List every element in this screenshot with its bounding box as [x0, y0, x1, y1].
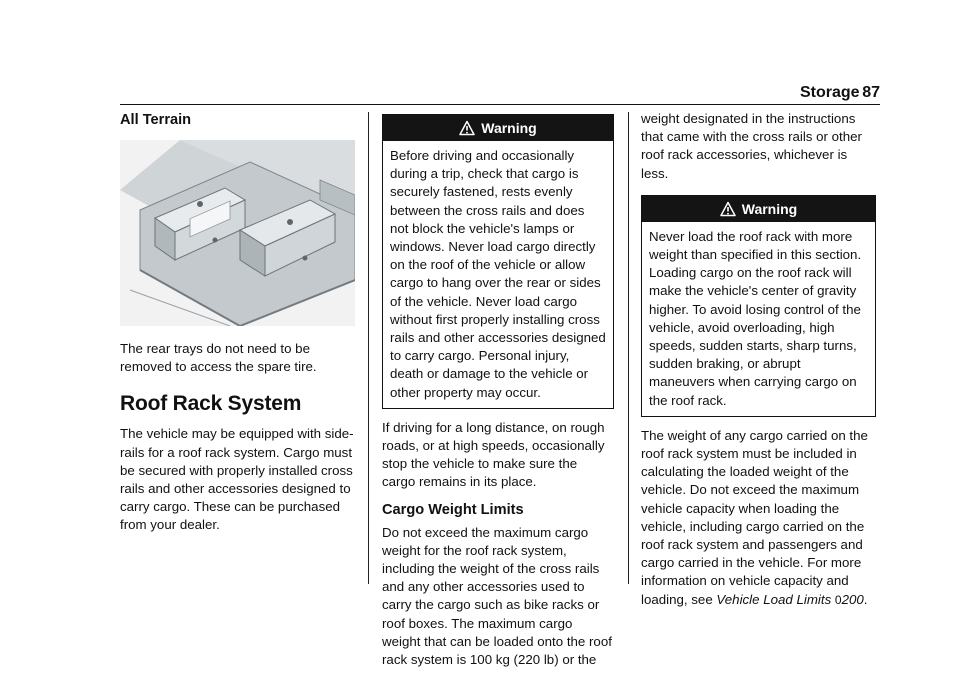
warning-box-2 — [641, 195, 876, 417]
column-3 — [641, 110, 876, 609]
link-page-200[interactable]: 200 — [841, 591, 864, 607]
page-header — [800, 84, 880, 104]
heading-roof-rack-system: Roof Rack System — [120, 392, 302, 416]
page-reference-icon: 0 — [834, 592, 842, 607]
warning-box-1 — [382, 114, 614, 409]
paragraph-continued: weight designated in the instructions that came with the cross rails or other roof rack accessories, whichever is less. — [641, 111, 862, 181]
paragraph-cargo-weight-inclusion — [641, 427, 876, 609]
column-divider-2 — [628, 112, 629, 584]
sentence-period: . — [863, 591, 868, 607]
warning-header-2 — [642, 196, 875, 222]
column-1 — [120, 110, 355, 535]
heading-cargo-weight-limits: Cargo Weight Limits — [382, 501, 524, 518]
link-vehicle-load-limits[interactable]: Vehicle Load Limits — [716, 591, 832, 607]
rear-trays-illustration — [120, 140, 355, 326]
column-divider-1 — [368, 112, 369, 584]
header-rule — [120, 104, 880, 105]
warning-triangle-icon — [720, 201, 736, 217]
paragraph-weight-text: The weight of any cargo carried on the roof rack system must be included in calculating the loaded weight of the vehicle. Do not exceed the maximum vehicle capacity when loading the vehicle, including cargo carried on the roof rack system and passengers and cargo carried in the vehicle. For more information on vehicle capacity and loading, see — [641, 427, 868, 607]
warning-header-1 — [383, 115, 613, 141]
warning-label-1: Warning — [481, 120, 537, 136]
column-2 — [382, 110, 614, 669]
running-header-section: Storage — [800, 84, 860, 101]
page-number: 87 — [862, 84, 880, 101]
paragraph-roof-rack: The vehicle may be equipped with side-rails for a roof rack system. Cargo must be secured with properly installed cross rails and other accessories designed to carry cargo. These can be purchased from your dealer. — [120, 426, 354, 533]
warning-triangle-icon — [459, 120, 475, 136]
heading-all-terrain: All Terrain — [120, 112, 192, 128]
paragraph-cargo-weight-limits: Do not exceed the maximum cargo weight for the roof rack system, including the weight of the cross rails and any other accessories used to carry the cargo such as bike racks or roof boxes. The maximum cargo weight that can be loaded onto the roof rack system is 100 kg (220 lb) or the — [382, 524, 612, 668]
paragraph-rear-trays: The rear trays do not need to be removed to access the spare tire. — [120, 341, 317, 375]
warning-label-2: Warning — [741, 200, 798, 217]
warning-text-1: Before driving and occasionally during a trip, check that cargo is securely fastened, rests evenly between the cross rails and does not block the vehicle's lamps or windows. Never load cargo directly on the roof of the vehicle or allow cargo to hang over the rear or sides of the vehicle. Never load cargo without first properly installing cross rails and other accessories designed to carry cargo. Personal injury, death or damage to the vehicle or other property may occur. — [390, 148, 606, 400]
warning-text-2: Never load the roof rack with more weight than specified in this section. Loading cargo on the roof rack will make the vehicle's center of gravity higher. To avoid losing control of the vehicle, avoid overloading, high speeds, sudden starts, sharp turns, sudden braking, or abrupt maneuvers when carrying cargo on the roof rack. — [649, 228, 862, 408]
paragraph-long-distance: If driving for a long distance, on rough roads, or at high speeds, occasionally stop the vehicle to make sure the cargo remains in its place. — [382, 419, 605, 490]
